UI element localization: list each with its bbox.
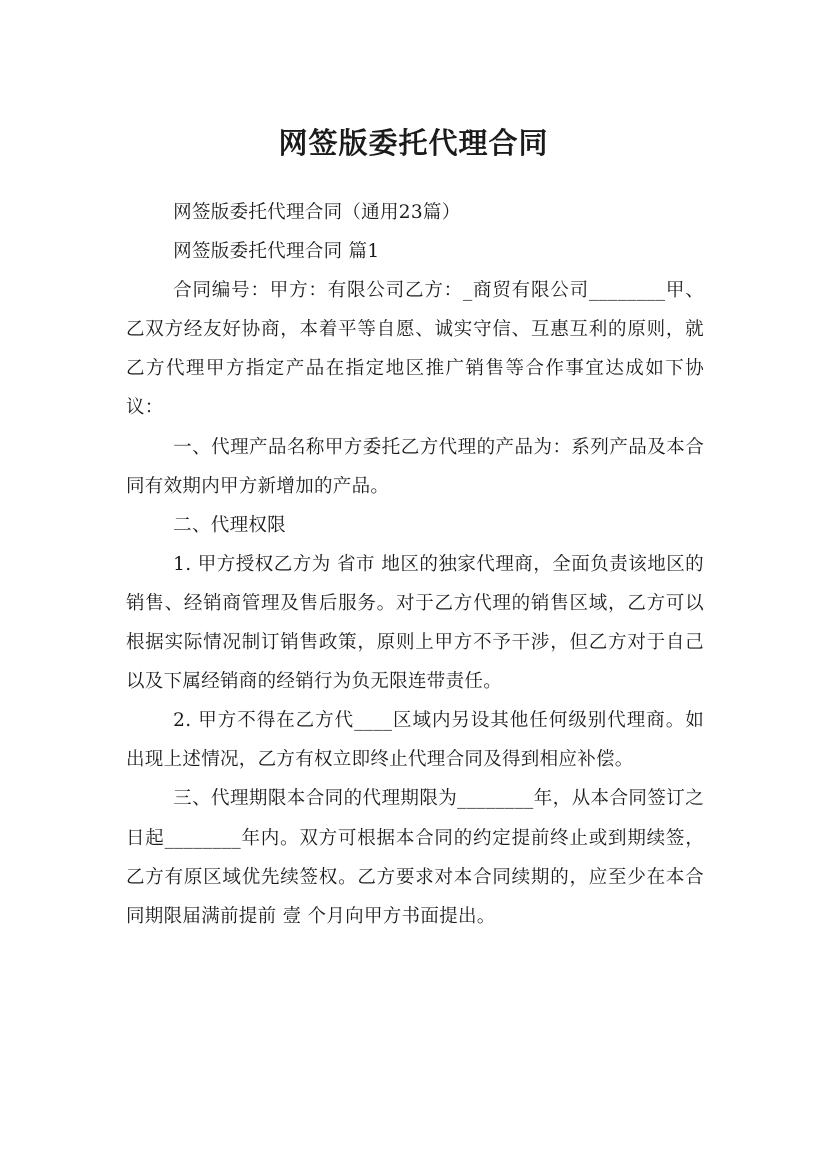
clause-authority-heading: 二、代理权限 — [173, 514, 286, 536]
section-heading-paragraph: 网签版委托代理合同 篇1 — [173, 241, 380, 263]
contract-intro-paragraph: 合同编号：甲方：有限公司乙方：_商贸有限公司________甲、乙双方经友好协商，本着平等自愿、诚实守信、互惠互利的原则，就乙方代理甲方指定产品在指定地区推广销售等合作事宜达成如下协议： — [126, 280, 704, 419]
document-body — [126, 193, 704, 936]
clause-authority-item-2: 2. 甲方不得在乙方代____区域内另设其他任何级别代理商。如出现上述情况，乙方有权立即终止代理合同及得到相应补偿。 — [126, 710, 704, 771]
subtitle-paragraph: 网签版委托代理合同（通用23篇） — [173, 202, 461, 223]
clause-authority-item-1: 1. 甲方授权乙方为 省市 地区的独家代理商，全面负责该地区的销售、经销商管理及售后服务。对于乙方代理的销售区域，乙方可以根据实际情况制订销售政策，原则上甲方不予干涉，但乙方对于自己以及下属经销商的经销行为负无限连带责任。 — [126, 553, 704, 693]
clause-product-paragraph: 一、代理产品名称甲方委托乙方代理的产品为：系列产品及本合同有效期内甲方新增加的产品。 — [126, 436, 704, 497]
document-title: 网签版委托代理合同 — [278, 126, 549, 161]
clause-term-paragraph: 三、代理期限本合同的代理期限为________年，从本合同签订之日起________年内。双方可根据本合同的约定提前终止或到期续签，乙方有原区域优先续签权。乙方要求对本合同续期的，应至少在本合同期限届满前提前 壹 个月向甲方书面提出。 — [126, 788, 704, 927]
